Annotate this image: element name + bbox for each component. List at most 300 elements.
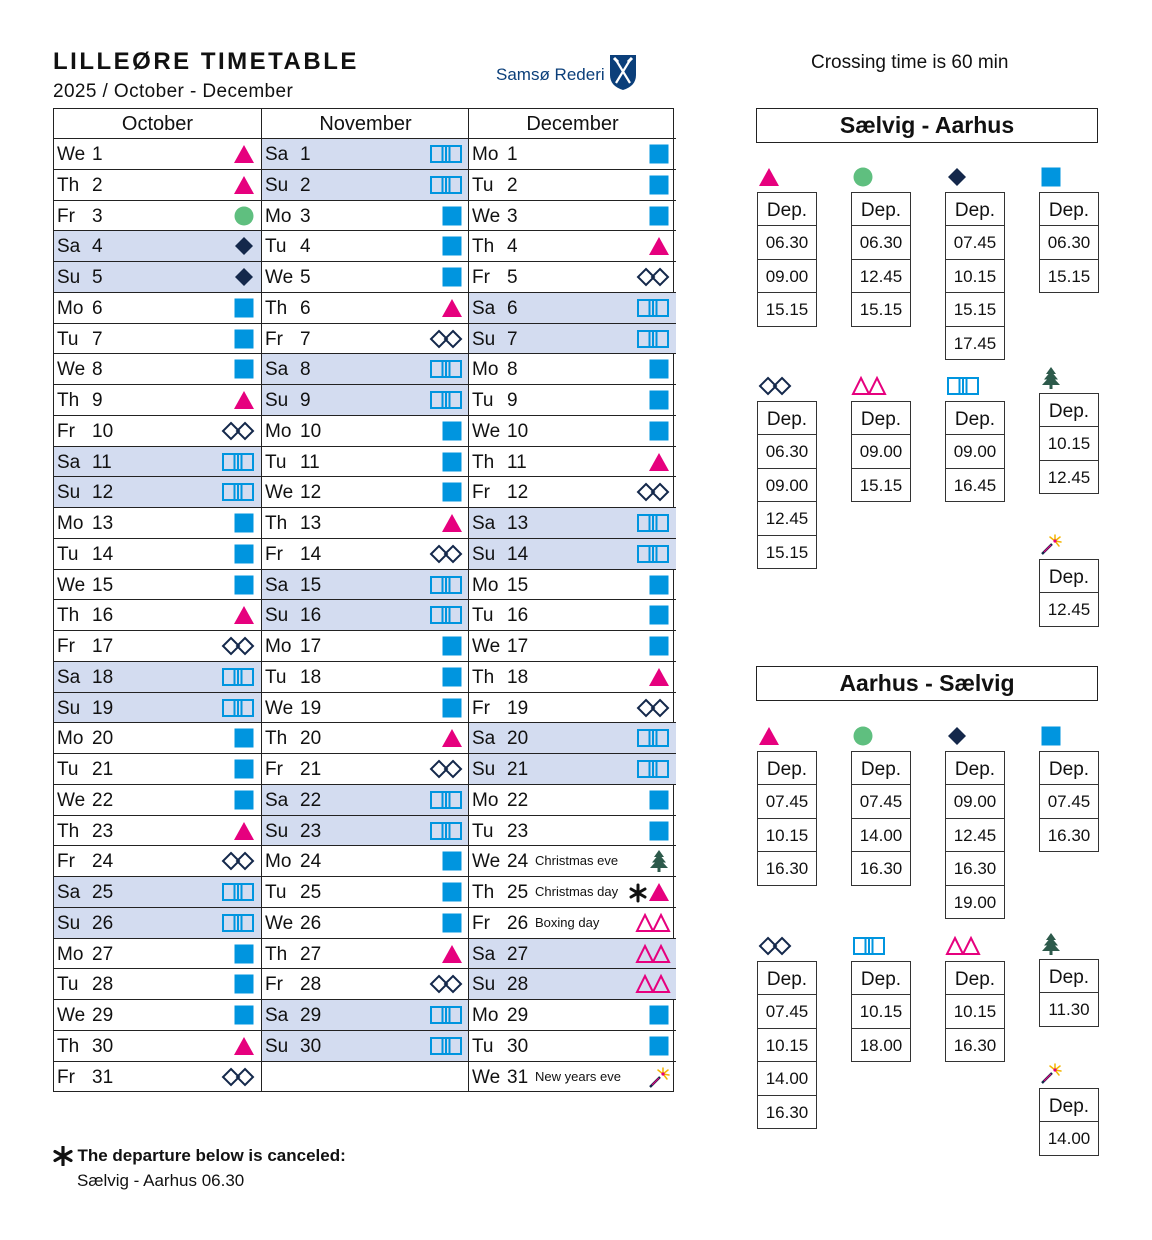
weekday-label: We <box>472 205 501 227</box>
weekday-label: Tu <box>57 759 79 780</box>
departure-header: Dep. <box>946 402 1004 435</box>
calendar-day-row <box>54 785 261 816</box>
day-number: 23 <box>92 820 114 842</box>
departure-header: Dep. <box>1040 960 1098 993</box>
weekday-label: Th <box>472 451 495 473</box>
calendar-day-row <box>469 201 676 232</box>
double-diamond-icon <box>220 635 256 657</box>
day-number: 7 <box>507 328 518 350</box>
day-number: 4 <box>507 236 518 258</box>
departure-header: Dep. <box>946 962 1004 995</box>
double-diamond-icon <box>220 1066 256 1088</box>
square-icon <box>440 235 464 257</box>
weekday-label: Mo <box>265 420 292 442</box>
double-box-icon <box>428 604 464 626</box>
triangle-icon <box>440 943 464 965</box>
calendar-day-row <box>54 570 261 601</box>
departure-time: 14.00 <box>852 819 910 853</box>
departure-time: 15.15 <box>946 293 1004 327</box>
square-icon <box>647 604 671 626</box>
day-number: 26 <box>507 912 529 934</box>
day-number: 17 <box>92 636 114 657</box>
weekday-label: Fr <box>472 912 490 934</box>
double-box-icon <box>428 174 464 196</box>
square-icon <box>647 174 671 196</box>
day-number: 21 <box>300 759 322 780</box>
square-icon <box>232 512 256 534</box>
departure-table <box>1039 393 1099 494</box>
double-triangle-icon <box>635 912 671 934</box>
weekday-label: Su <box>57 912 81 934</box>
departure-header: Dep. <box>852 752 910 785</box>
departure-table <box>851 401 911 502</box>
square-icon <box>647 205 671 227</box>
departure-header: Dep. <box>1040 560 1098 593</box>
calendar-day-row <box>262 662 469 693</box>
double-box-icon <box>851 935 887 957</box>
month-column <box>54 109 261 1091</box>
calendar-day-row <box>469 785 676 816</box>
weekday-label: Sa <box>265 144 289 165</box>
calendar-day-row <box>469 385 676 416</box>
double-box-icon <box>428 1035 464 1057</box>
month-header: October <box>54 109 261 139</box>
weekday-label: Tu <box>265 882 287 903</box>
departure-time: 15.15 <box>1047 266 1091 286</box>
square-icon <box>232 943 256 965</box>
footnote-label: The departure below is canceled: <box>77 1146 346 1165</box>
weekday-label: Fr <box>57 420 75 442</box>
weekday-label: Tu <box>472 820 494 842</box>
weekday-label: Sa <box>265 359 289 381</box>
circle-icon <box>851 725 875 747</box>
triangle-icon <box>232 174 256 196</box>
departure-time: 10.15 <box>758 819 816 853</box>
weekday-label: Sa <box>472 728 496 750</box>
route-title: Sælvig - Aarhus <box>756 108 1098 143</box>
day-number: 16 <box>507 605 529 627</box>
departure-time: 07.45 <box>758 785 816 819</box>
double-diamond-icon <box>757 375 793 397</box>
calendar-day-row <box>469 969 676 1000</box>
square-icon <box>647 789 671 811</box>
calendar-day-row <box>469 662 676 693</box>
weekday-label: We <box>472 636 501 657</box>
footnote <box>53 1146 346 1166</box>
calendar-day-row <box>469 1062 676 1093</box>
calendar-day-row <box>262 570 469 601</box>
weekday-label: Th <box>57 174 80 196</box>
departure-table <box>1039 959 1099 1027</box>
footnote-detail: Sælvig - Aarhus 06.30 <box>77 1171 245 1190</box>
day-number: 9 <box>507 390 518 411</box>
departure-time: 10.15 <box>1040 427 1098 461</box>
departure-time: 11.30 <box>1048 1000 1090 1019</box>
weekday-label: Tu <box>472 1035 494 1057</box>
calendar-day-row <box>469 170 676 201</box>
departure-time: 10.15 <box>758 1029 816 1063</box>
square-icon <box>647 1035 671 1057</box>
weekday-label: Th <box>57 605 80 627</box>
departure-time: 12.45 <box>758 502 816 536</box>
double-diamond-icon <box>635 481 671 503</box>
day-number: 21 <box>92 759 114 780</box>
day-number: 16 <box>300 605 322 627</box>
calendar-day-row <box>54 447 261 478</box>
calendar-day-row <box>54 693 261 724</box>
weekday-label: Fr <box>265 759 283 780</box>
calendar-day-row <box>54 139 261 170</box>
weekday-label: We <box>265 697 294 719</box>
calendar-day-row <box>54 508 261 539</box>
calendar-day-row <box>469 447 676 478</box>
triangle-icon <box>232 604 256 626</box>
double-diamond-icon <box>635 266 671 288</box>
double-diamond-icon <box>220 420 256 442</box>
day-number: 3 <box>92 205 103 227</box>
departure-time: 15.15 <box>859 300 903 319</box>
departure-table <box>757 192 817 327</box>
triangle-icon <box>757 166 781 188</box>
weekday-label: Su <box>265 605 289 627</box>
weekday-label: Th <box>57 1035 80 1057</box>
calendar-day-row <box>54 1062 261 1093</box>
weekday-label: Su <box>57 697 81 719</box>
weekday-label: Mo <box>265 205 292 227</box>
calendar-day-row <box>54 170 261 201</box>
day-number: 26 <box>92 912 114 934</box>
departure-header: Dep. <box>1040 1089 1098 1122</box>
day-number: 1 <box>507 144 518 165</box>
weekday-label: Mo <box>472 574 499 596</box>
weekday-label: Su <box>57 267 81 288</box>
departure-table <box>757 961 817 1129</box>
day-number: 13 <box>92 513 114 534</box>
departure-time: 18.00 <box>859 1035 903 1055</box>
departure-time: 12.45 <box>852 260 910 294</box>
weekday-label: Su <box>472 328 496 350</box>
double-box-icon <box>635 758 671 780</box>
weekday-label: Tu <box>472 174 494 196</box>
departure-table <box>757 401 817 569</box>
calendar-day-row <box>469 508 676 539</box>
triangle-icon <box>232 389 256 411</box>
diamond-icon <box>945 166 969 188</box>
square-icon <box>440 697 464 719</box>
double-box-icon <box>220 697 256 719</box>
calendar-day-row <box>262 508 469 539</box>
weekday-label: Th <box>265 297 288 319</box>
double-diamond-icon <box>428 328 464 350</box>
departure-header: Dep. <box>852 402 910 435</box>
weekday-label: Sa <box>57 451 81 473</box>
calendar-day-row <box>54 846 261 877</box>
tree-icon <box>647 850 671 872</box>
weekday-label: Mo <box>57 728 84 750</box>
weekday-label: We <box>265 912 294 934</box>
departure-time: 07.45 <box>1040 785 1098 819</box>
day-number: 26 <box>300 912 322 934</box>
departure-time: 16.30 <box>946 852 1004 886</box>
month-header: November <box>262 109 469 139</box>
weekday-label: Sa <box>265 789 289 811</box>
day-number: 29 <box>300 1005 322 1026</box>
calendar-day-row <box>262 908 469 939</box>
double-box-icon <box>428 389 464 411</box>
departure-time: 16.30 <box>859 859 903 878</box>
weekday-label: Tu <box>265 236 287 258</box>
calendar-day-row <box>54 908 261 939</box>
weekday-label: Fr <box>265 543 283 565</box>
double-box-icon <box>220 666 256 688</box>
calendar-day-row <box>262 447 469 478</box>
weekday-label: Sa <box>472 297 496 319</box>
calendar-day-row <box>54 231 261 262</box>
calendar-day-row <box>54 293 261 324</box>
departure-time: 14.00 <box>1047 1129 1091 1148</box>
day-number: 25 <box>92 882 114 903</box>
square-icon <box>440 420 464 442</box>
day-number: 30 <box>92 1035 114 1057</box>
departure-time: 09.00 <box>946 785 1004 819</box>
weekday-label: We <box>57 144 86 165</box>
day-number: 13 <box>507 513 529 534</box>
triangle-icon <box>647 235 671 257</box>
weekday-label: Mo <box>57 513 84 534</box>
day-number: 22 <box>92 789 114 811</box>
square-icon <box>647 635 671 657</box>
square-icon <box>232 328 256 350</box>
departure-time: 10.15 <box>852 995 910 1029</box>
square-icon <box>440 481 464 503</box>
holiday-note: Christmas day <box>535 884 619 899</box>
square-icon <box>232 973 256 995</box>
square-icon <box>440 451 464 473</box>
calendar-day-row <box>54 939 261 970</box>
day-number: 4 <box>300 236 311 258</box>
calendar-day-row <box>469 477 676 508</box>
calendar-day-row <box>54 723 261 754</box>
square-icon <box>440 850 464 872</box>
day-number: 20 <box>507 728 529 750</box>
calendar-day-row <box>469 354 676 385</box>
calendar-day-row <box>54 969 261 1000</box>
day-number: 25 <box>300 882 322 903</box>
double-box-icon <box>220 451 256 473</box>
page-subtitle: 2025 / October - December <box>53 81 294 102</box>
weekday-label: We <box>472 1066 501 1088</box>
square-icon <box>647 820 671 842</box>
departure-time: 06.30 <box>1040 226 1098 260</box>
departure-table <box>851 192 911 327</box>
day-number: 28 <box>300 974 322 996</box>
departure-time: 15.15 <box>765 542 809 562</box>
departure-time: 15.15 <box>859 475 903 495</box>
weekday-label: Th <box>265 513 288 534</box>
route-title: Aarhus - Sælvig <box>756 666 1098 701</box>
double-triangle-icon <box>945 935 981 957</box>
weekday-label: Mo <box>472 359 499 381</box>
square-icon <box>440 205 464 227</box>
day-number: 14 <box>300 543 322 565</box>
calendar-day-row <box>469 416 676 447</box>
day-number: 27 <box>92 943 114 965</box>
calendar-day-row <box>54 1031 261 1062</box>
day-number: 5 <box>300 267 311 288</box>
calendar-day-row <box>262 293 469 324</box>
square-icon <box>232 727 256 749</box>
logo-text: Samsø Rederi <box>496 65 605 84</box>
square-icon <box>232 1004 256 1026</box>
departure-time: 12.45 <box>1047 600 1091 619</box>
departure-table <box>945 401 1005 502</box>
tree-icon <box>1039 367 1063 389</box>
square-icon <box>232 758 256 780</box>
weekday-label: We <box>472 420 501 442</box>
day-number: 15 <box>507 574 529 596</box>
day-number: 2 <box>507 174 518 196</box>
day-number: 8 <box>300 359 311 381</box>
tree-icon <box>1039 933 1063 955</box>
calendar-day-row <box>54 324 261 355</box>
calendar-day-row <box>469 324 676 355</box>
day-number: 31 <box>507 1066 529 1088</box>
weekday-label: Mo <box>57 943 84 965</box>
weekday-label: Su <box>472 759 496 780</box>
triangle-icon <box>232 1035 256 1057</box>
firework-icon <box>647 1066 671 1088</box>
day-number: 17 <box>300 636 322 657</box>
calendar-day-row <box>262 354 469 385</box>
square-icon <box>232 358 256 380</box>
shield-icon <box>609 53 637 91</box>
calendar-table <box>53 108 674 1092</box>
double-box-icon <box>428 143 464 165</box>
weekday-label: Sa <box>57 882 81 903</box>
calendar-day-row <box>469 846 676 877</box>
square-icon <box>1039 725 1063 747</box>
holiday-note: Boxing day <box>535 914 600 930</box>
calendar-day-row <box>262 877 469 908</box>
calendar-day-row <box>262 785 469 816</box>
day-number: 29 <box>92 1005 114 1026</box>
calendar-day-row <box>469 262 676 293</box>
day-number: 7 <box>300 328 311 350</box>
departure-time: 09.00 <box>852 435 910 469</box>
day-number: 29 <box>507 1005 529 1026</box>
day-number: 6 <box>507 297 518 319</box>
departure-header: Dep. <box>946 193 1004 226</box>
departure-time: 16.30 <box>1047 825 1091 845</box>
day-number: 12 <box>92 482 114 504</box>
calendar-day-row <box>54 385 261 416</box>
departure-time: 06.30 <box>758 226 816 260</box>
day-number: 27 <box>300 943 322 965</box>
departure-header: Dep. <box>852 962 910 995</box>
day-number: 1 <box>300 144 311 165</box>
calendar-day-row <box>262 754 469 785</box>
calendar-day-row <box>262 600 469 631</box>
day-number: 23 <box>300 820 322 842</box>
weekday-label: Sa <box>265 1005 289 1026</box>
calendar-day-row <box>54 539 261 570</box>
day-number: 8 <box>507 359 518 381</box>
departure-table <box>1039 559 1099 627</box>
double-triangle-icon <box>635 943 671 965</box>
calendar-day-row <box>54 477 261 508</box>
weekday-label: Sa <box>472 943 496 965</box>
calendar-day-row <box>469 600 676 631</box>
weekday-label: Su <box>265 390 289 411</box>
firework-icon <box>1039 533 1063 555</box>
day-number: 20 <box>92 728 114 750</box>
weekday-label: Mo <box>57 297 84 319</box>
calendar-day-row <box>262 1062 469 1093</box>
calendar-day-row <box>262 816 469 847</box>
calendar-day-row <box>262 631 469 662</box>
calendar-day-row <box>54 262 261 293</box>
triangle-icon <box>440 727 464 749</box>
day-number: 10 <box>507 420 529 442</box>
weekday-label: Fr <box>57 636 75 657</box>
double-triangle-icon <box>635 973 671 995</box>
departure-header: Dep. <box>758 962 816 995</box>
double-diamond-icon <box>428 758 464 780</box>
square-icon <box>647 143 671 165</box>
weekday-label: Fr <box>265 974 283 996</box>
day-number: 21 <box>507 759 529 780</box>
weekday-label: Th <box>57 390 80 411</box>
day-number: 9 <box>300 390 311 411</box>
square-icon <box>647 574 671 596</box>
departure-time: 16.30 <box>765 859 809 878</box>
calendar-day-row <box>262 231 469 262</box>
diamond-icon <box>232 266 256 288</box>
calendar-day-row <box>469 1031 676 1062</box>
weekday-label: We <box>57 574 86 596</box>
square-icon <box>232 543 256 565</box>
triangle-icon <box>232 820 256 842</box>
departure-header: Dep. <box>1040 394 1098 427</box>
day-number: 10 <box>300 420 322 442</box>
calendar-day-row <box>469 139 676 170</box>
departure-header: Dep. <box>758 752 816 785</box>
calendar-day-row <box>262 1000 469 1031</box>
triangle-icon <box>647 666 671 688</box>
circle-icon <box>232 205 256 227</box>
weekday-label: Fr <box>57 205 75 227</box>
departure-time: 16.30 <box>953 1035 997 1055</box>
calendar-day-row <box>54 201 261 232</box>
day-number: 7 <box>92 328 103 350</box>
double-diamond-icon <box>428 973 464 995</box>
calendar-day-row <box>262 416 469 447</box>
departure-time: 09.00 <box>946 435 1004 469</box>
weekday-label: Su <box>265 1035 289 1057</box>
double-box-icon <box>220 912 256 934</box>
day-number: 30 <box>300 1035 322 1057</box>
day-number: 6 <box>300 297 311 319</box>
double-diamond-icon <box>220 850 256 872</box>
calendar-day-row <box>54 354 261 385</box>
calendar-day-row <box>469 877 676 908</box>
double-triangle-icon <box>851 375 887 397</box>
calendar-day-row <box>54 416 261 447</box>
weekday-label: Tu <box>265 666 287 688</box>
day-number: 2 <box>300 174 311 196</box>
double-diamond-icon <box>757 935 793 957</box>
diamond-icon <box>232 235 256 257</box>
